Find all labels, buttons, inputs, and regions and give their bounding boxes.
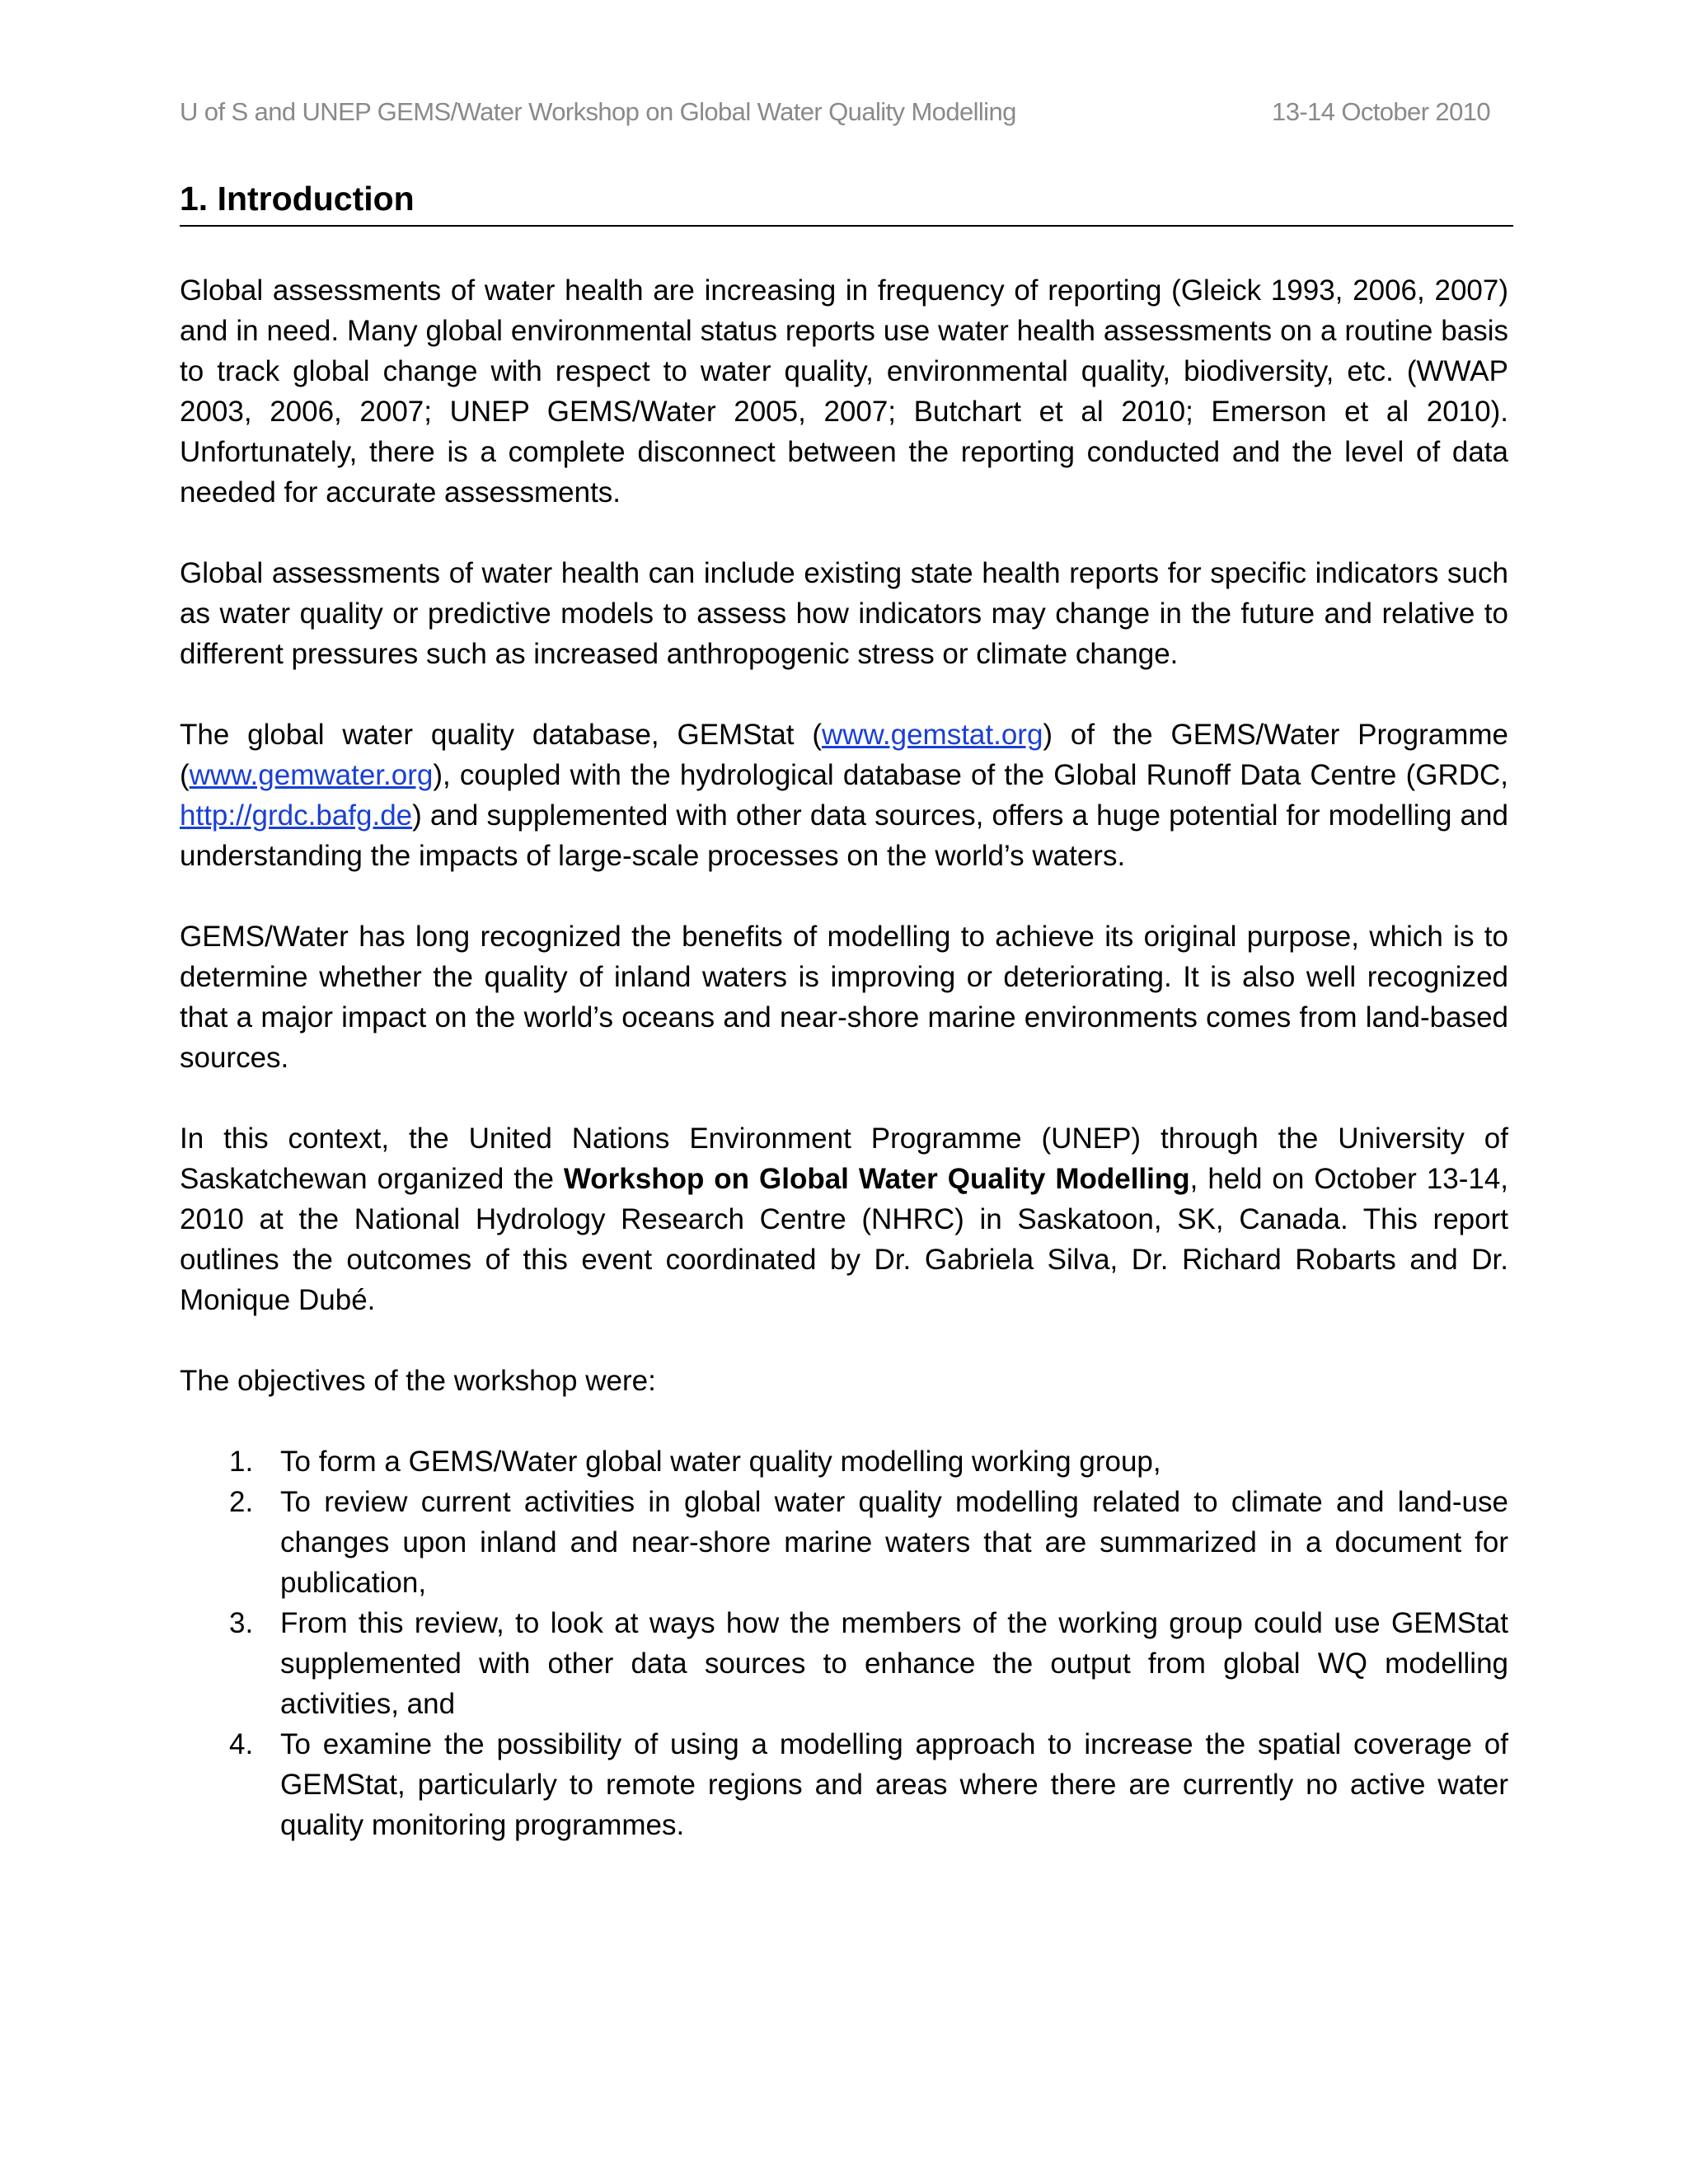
objective-number: 2.	[229, 1486, 254, 1518]
paragraph-3-text-3: ), coupled with the hydrological database of the Global Runoff Data Centre (GRDC,	[433, 759, 1508, 791]
paragraph-5-text-1: In this context, the United Nations Environment Programme (UNEP) through the University of Saskatchewan organized the	[180, 1122, 1508, 1195]
paragraph-3-text-4: ) and supplemented with other data sources, offers a huge potential for modelling and understanding the impacts of large-scale processes on the world’s waters.	[180, 799, 1508, 872]
objective-text: From this review, to look at ways how the members of the working group could use GEMStat supplemented with other data sources to enhance the output from global WQ modelling activities, and	[280, 1607, 1508, 1720]
objective-number: 1.	[229, 1446, 254, 1478]
paragraph-5	[180, 1118, 1508, 1320]
objective-number: 3.	[229, 1607, 254, 1639]
grdc-link[interactable]: http://grdc.bafg.de	[180, 799, 413, 832]
objective-item	[180, 1603, 1508, 1724]
objectives-list	[180, 1441, 1508, 1845]
objectives-intro: The objectives of the workshop were:	[180, 1365, 656, 1397]
body-text	[180, 270, 1508, 1845]
objective-item	[180, 1441, 1508, 1482]
objective-text: To examine the possibility of using a modelling approach to increase the spatial coverage of GEMStat, particularly to remote regions and areas where there are currently no active water quality monitoring programmes.	[280, 1728, 1508, 1841]
gemwater-link[interactable]: www.gemwater.org	[189, 759, 434, 791]
paragraph-3-text-1: The global water quality database, GEMStat (	[180, 719, 822, 751]
paragraph-2: Global assessments of water health can include existing state health reports for specific indicators such as water quality or predictive models to assess how indicators may change in the future and relative to different pressures such as increased anthropogenic stress or climate change.	[180, 557, 1508, 670]
paragraph-4: GEMS/Water has long recognized the benefits of modelling to achieve its original purpose, which is to determine whether the quality of inland waters is improving or deteriorating. It is also well recognized that a major impact on the world’s oceans and near-shore marine environments comes from land-based sources.	[180, 921, 1508, 1074]
objective-item	[180, 1724, 1508, 1845]
header-left-text: U of S and UNEP GEMS/Water Workshop on Global Water Quality Modelling	[180, 97, 1016, 126]
paragraph-5-text-2: , held on October 13-14, 2010 at the National Hydrology Research Centre (NHRC) in Saskatoon, SK, Canada. This report outlines the outcomes of this event coordinated by Dr. Gabriela Silva, Dr. Richard Robarts and Dr. Monique Dubé.	[180, 1163, 1509, 1316]
running-header	[180, 97, 1490, 134]
section-title: 1. Introduction	[180, 180, 1513, 227]
workshop-name: Workshop on Global Water Quality Modelling	[563, 1163, 1190, 1195]
objective-item	[180, 1482, 1508, 1603]
objective-number: 4.	[229, 1728, 254, 1760]
gemstat-link[interactable]: www.gemstat.org	[821, 719, 1043, 751]
paragraph-1: Global assessments of water health are increasing in frequency of reporting (Gleick 1993, 2006, 2007) and in need. Many global environmental status reports use water health assessments on a routine basis to track global change with respect to water quality, environmental quality, biodiversity, etc. (WWAP 2003, 2006, 2007; UNEP GEMS/Water 2005, 2007; Butchart et al 2010; Emerson et al 2010). Unfortunately, there is a complete disconnect between the reporting conducted and the level of data needed for accurate assessments.	[180, 274, 1508, 509]
header-right-text: 13-14 October 2010	[1272, 97, 1490, 126]
objective-text: To review current activities in global water quality modelling related to climate and land-use changes upon inland and near-shore marine waters that are summarized in a document for publication,	[280, 1486, 1508, 1599]
paragraph-3	[180, 715, 1508, 876]
paragraph-3-text-2: ) of the GEMS/Water Programme (	[180, 719, 1508, 791]
objective-text: To form a GEMS/Water global water quality modelling working group,	[280, 1446, 1161, 1478]
